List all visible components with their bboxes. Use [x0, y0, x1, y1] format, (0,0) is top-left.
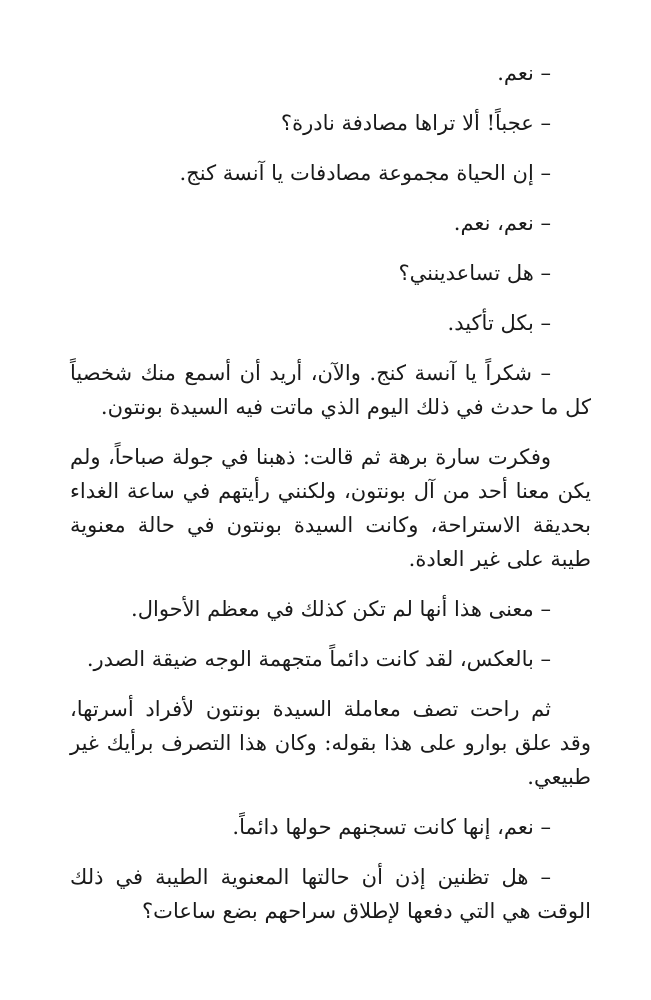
dialogue-line: – معنى هذا أنها لم تكن كذلك في معظم الأحوال. — [131, 597, 551, 621]
narrative-paragraph: وفكرت سارة برهة ثم قالت: ذهبنا في جولة صباحاً، ولم يكن معنا أحد من آل بونتون، ولكنني رأيتهم في ساعة الغداء بحديقة الاستراحة، وكانت السيدة بونتون في حالة معنوية طيبة على غير العادة. — [70, 445, 591, 571]
dialogue-line: – هل تساعدينني؟ — [398, 261, 551, 285]
dialogue-line: – نعم، نعم. — [453, 211, 551, 235]
dialogue-line: – بالعكس، لقد كانت دائماً متجهمة الوجه ضيقة الصدر. — [86, 647, 551, 671]
dialogue-line: – هل تظنين إذن أن حالتها المعنوية الطيبة في ذلك الوقت هي التي دفعها لإطلاق سراحهم بضع ساعات؟ — [70, 865, 591, 923]
dialogue-line: – نعم، إنها كانت تسجنهم حولها دائماً. — [232, 815, 551, 839]
document-page — [70, 56, 591, 942]
dialogue-line: – إن الحياة مجموعة مصادفات يا آنسة كنج. — [179, 161, 551, 185]
dialogue-line: – نعم. — [497, 61, 551, 85]
dialogue-line: – شكراً يا آنسة كنج. والآن، أريد أن أسمع منك شخصياً كل ما حدث في ذلك اليوم الذي ماتت فيه السيدة بونتون. — [70, 361, 591, 419]
dialogue-line: – بكل تأكيد. — [447, 311, 551, 335]
dialogue-line: – عجباً! ألا تراها مصادفة نادرة؟ — [280, 111, 551, 135]
narrative-paragraph: ثم راحت تصف معاملة السيدة بونتون لأفراد أسرتها، وقد علق بوارو على هذا بقوله: وكان هذا التصرف برأيك غير طبيعي. — [70, 697, 591, 789]
